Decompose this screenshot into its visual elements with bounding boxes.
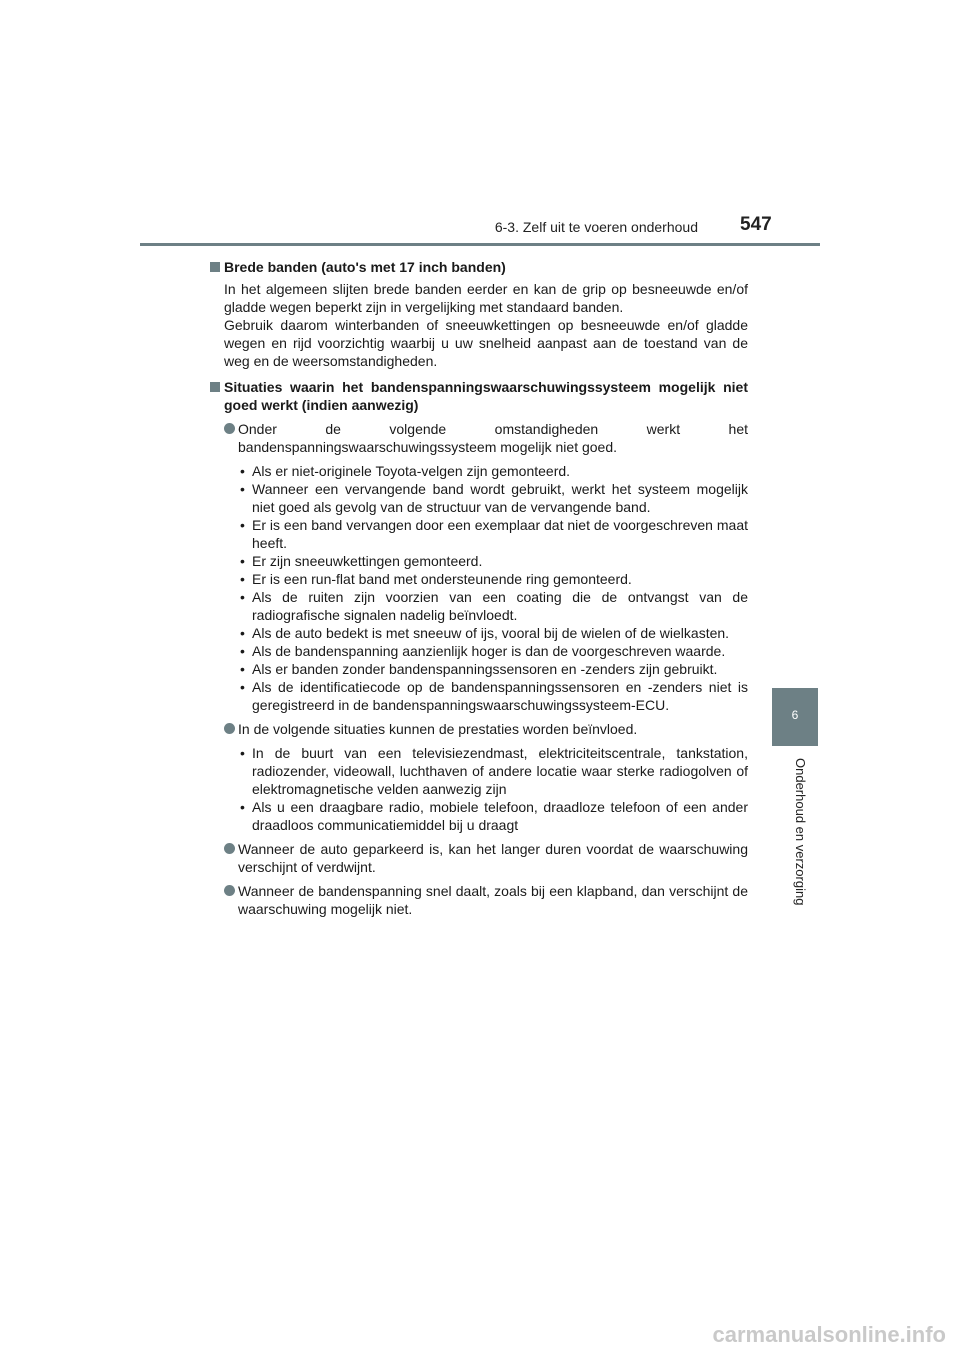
page-header [0,0,960,250]
round-bullet-icon [224,843,235,854]
sub-list-item: • Er is een band vervangen door een exemplaar dat niet de voorgeschreven maat heeft. [240,517,748,551]
list-item-text: Wanneer de auto geparkeerd is, kan het langer duren voordat de waarschuwing verschijnt of verdwijnt. [238,841,748,875]
sub-list-item: • Er is een run-flat band met ondersteunende ring gemonteerd. [240,571,632,587]
sub-list-item-text: Als de ruiten zijn voorzien van een coating die de ontvangst van de radiografische signalen nadelig beïnvloedt. [252,589,748,623]
list-item [208,840,748,876]
chapter-number: 6 [791,708,799,722]
sub-list-item-text: Als er banden zonder bandenspanningssensoren en -zenders zijn gebruikt. [252,661,718,677]
sub-list-item-text: Er zijn sneeuwkettingen gemonteerd. [252,553,483,569]
round-bullet-icon [224,723,235,734]
section-title: 6-3. Zelf uit te voeren onderhoud [494,219,698,235]
sub-list-item-text: Er is een band vervangen door een exemplaar dat niet de voorgeschreven maat heeft. [252,517,748,551]
paragraph: Gebruik daarom winterbanden of sneeuwkettingen op besneeuwde en/of gladde wegen en rijd voorzichtig waarbij u uw snelheid aanpast aan de toestand van de weg en de weersomstandigheden. [224,317,748,369]
paragraph: In het algemeen slijten brede banden eerder en kan de grip op besneeuwde en/of gladde wegen beperkt zijn in vergelijking met standaard banden. [224,281,748,315]
header-divider [140,243,820,246]
sub-list-item-text: Als de bandenspanning aanzienlijk hoger is dan de voorgeschreven waarde. [252,643,726,659]
page-number: 547 [740,214,772,235]
chapter-title: Onderhoud en verzorging [793,758,808,906]
section-heading [208,378,748,414]
sub-list-item: • Wanneer een vervangende band wordt gebruikt, werkt het systeem mogelijk niet goed als gevolg van de structuur van de vervangende band. [240,481,748,515]
square-bullet-icon [210,262,220,272]
sub-list-item-text: Wanneer een vervangende band wordt gebruikt, werkt het systeem mogelijk niet goed als gevolg van de structuur van de vervangende band. [252,481,748,515]
sub-list-item: • Als de identificatiecode op de bandenspanningssensoren en -zenders niet is geregistreerd in de bandenspanningswaarschuwingssysteem-ECU. [240,679,748,713]
section-heading [208,258,748,276]
watermark-text: carmanualsonline.info [712,1322,946,1347]
sub-list-item: • Als er banden zonder bandenspanningssensoren en -zenders zijn gebruikt. [240,661,718,677]
list-item-text: Wanneer de bandenspanning snel daalt, zoals bij een klapband, dan verschijnt de waarschuwing mogelijk niet. [238,883,748,917]
sub-list-item: • Als er niet-originele Toyota-velgen zijn gemonteerd. [240,463,571,479]
sub-list-item: • Als u een draagbare radio, mobiele telefoon, draadloze telefoon of een ander draadloos communicatiemiddel bij u draagt [240,799,748,833]
sub-list-item-text: Als er niet-originele Toyota-velgen zijn gemonteerd. [252,463,571,479]
section-heading-text: Brede banden (auto's met 17 inch banden) [224,259,506,275]
sub-list-item: • Er zijn sneeuwkettingen gemonteerd. [240,553,483,569]
sub-list-item-text: Als de identificatiecode op de bandenspanningssensoren en -zenders niet is geregistreerd in de bandenspanningswaarschuwingssysteem-ECU. [252,679,748,713]
list-item [208,720,748,738]
sub-list-item: • Als de bandenspanning aanzienlijk hoger is dan de voorgeschreven waarde. [240,643,726,659]
sub-list [208,462,748,714]
round-bullet-icon [224,423,235,434]
sub-list-item-text: In de buurt van een televisiezendmast, elektriciteitscentrale, tankstation, radiozender, videowall, luchthaven of andere locatie waar sterke radiogolven of elektromagnetische velden aanwezig zijn [252,745,748,797]
list-item [208,420,748,456]
list-item-text: Onder de volgende omstandigheden werkt het bandenspanningswaarschuwingssysteem mogelijk niet goed. [238,421,748,455]
sub-list-item-text: Als de auto bedekt is met sneeuw of ijs, vooral bij de wielen of de wielkasten. [252,625,730,641]
sub-list-item: • Als de ruiten zijn voorzien van een coating die de ontvangst van de radiografische signalen nadelig beïnvloedt. [240,589,748,623]
sub-list-item: • In de buurt van een televisiezendmast, elektriciteitscentrale, tankstation, radiozender, videowall, luchthaven of andere locatie waar sterke radiogolven of elektromagnetische velden aanwezig zijn [240,745,748,797]
square-bullet-icon [210,382,220,392]
sub-list-item: • Als de auto bedekt is met sneeuw of ijs, vooral bij de wielen of de wielkasten. [240,625,730,641]
list-item-text: In de volgende situaties kunnen de prestaties worden beïnvloed. [238,721,638,737]
round-bullet-icon [224,885,235,896]
section-heading-text: Situaties waarin het bandenspanningswaarschuwingssysteem mogelijk niet goed werkt (indien aanwezig) [224,379,748,413]
sub-list-item-text: Er is een run-flat band met ondersteunende ring gemonteerd. [252,571,632,587]
list-item [208,882,748,918]
sub-list-item-text: Als u een draagbare radio, mobiele telefoon, draadloze telefoon of een ander draadloos communicatiemiddel bij u draagt [252,799,748,833]
sub-list [208,744,748,834]
chapter-tab [772,688,818,746]
page-content [208,252,748,918]
